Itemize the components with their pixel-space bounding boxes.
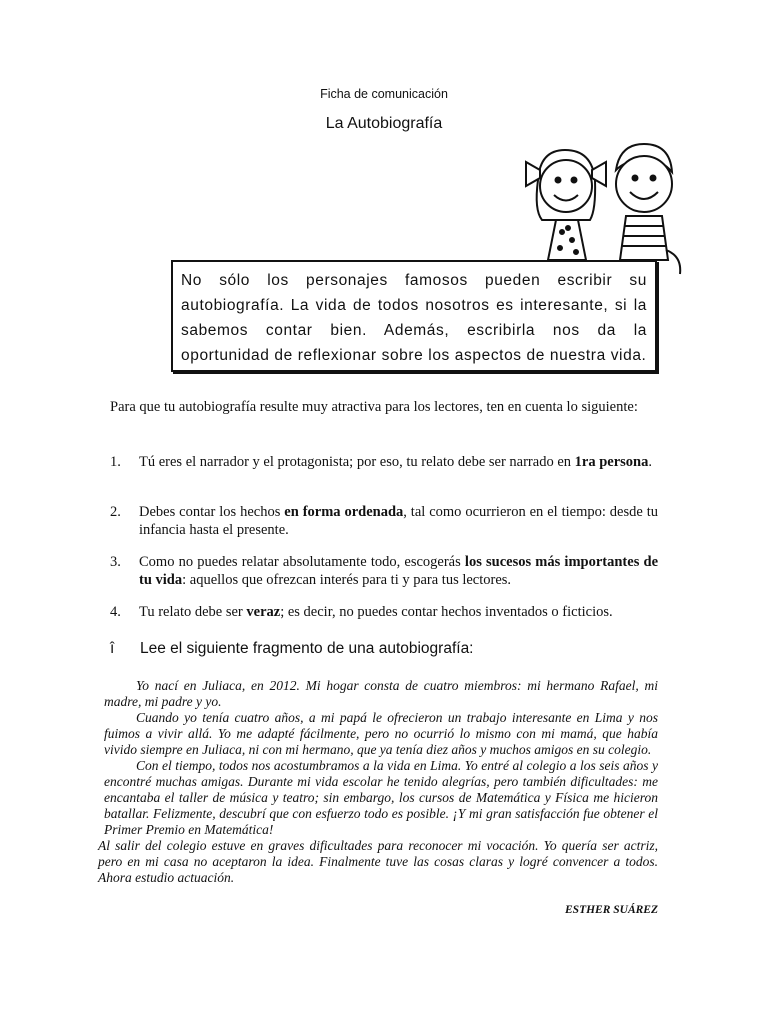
list-item-2: [110, 503, 658, 539]
list-text-end: : aquellos que ofrezcan interés para ti y para tus lectores.: [182, 572, 512, 588]
fragment-paragraph-3: Con el tiempo, todos nos acostumbramos a la vida en Lima. Yo entré al colegio a los seis años y encontré muchas amigas. Durante mi vida escolar he tenido alegrías, pero también dificultades: me encantaba el taller de música y teatro; sin embargo, los cursos de Matemática y Física me hicieron batallar. Felizmente, descubrí que con esfuerzo todo es posible. ¡Y mi gran satisfacción fue obtener el Primer Premio en Matemática!: [104, 758, 658, 837]
list-text: Tú eres el narrador y el protagonista; por eso, tu relato debe ser narrado en: [139, 454, 575, 470]
list-item-4: [110, 603, 658, 621]
list-number: 1.: [110, 454, 121, 470]
reading-heading: [110, 640, 658, 658]
list-number: 3.: [110, 554, 121, 570]
intro-callout-box: [171, 260, 657, 372]
list-text: Debes contar los hechos: [139, 504, 285, 520]
list-emphasis: veraz: [246, 604, 281, 620]
list-text-end: , tal como ocurrieron en el tiempo: desde tu infancia hasta el presente.: [139, 504, 658, 538]
bullet-icon: î: [110, 640, 115, 657]
list-emphasis: 1ra persona: [574, 454, 649, 470]
intro-text: No sólo los personajes famosos pueden escribir su autobiografía. La vida de todos nosotros es interesante, si la sabemos contar bien. Además, escribirla nos da la oportunidad de reflexionar sobre los aspectos de nuestra vida.: [181, 272, 647, 364]
list-item-3: [110, 553, 658, 589]
list-item-1: [110, 453, 658, 471]
fragment-author: ESTHER SUÁREZ: [565, 904, 658, 916]
page-title: La Autobiografía: [325, 115, 443, 132]
autobiography-fragment: [98, 678, 658, 886]
list-number: 2.: [110, 504, 121, 520]
fragment-paragraph-1: Yo nací en Juliaca, en 2012. Mi hogar consta de cuatro miembros: mi hermano Rafael, mi madre, mi padre y yo.: [104, 678, 658, 709]
list-text: Tu relato debe ser: [139, 604, 247, 620]
list-number: 4.: [110, 604, 121, 620]
list-emphasis: los sucesos más importantes de tu vida: [139, 554, 659, 588]
worksheet-subtitle: Ficha de comunicación: [320, 87, 448, 101]
list-text-end: ; es decir, no puedes contar hechos inventados o ficticios.: [280, 604, 613, 620]
fragment-paragraph-4: Al salir del colegio estuve en graves dificultades para reconocer mi vocación. Yo quería ser actriz, pero en mi casa no aceptaron la idea. Finalmente tuve las cosas claras y logré convencer a todos. Ahora estudio actuación.: [98, 838, 658, 885]
list-text: Como no puedes relatar absolutamente todo, escogerás: [139, 554, 465, 570]
list-text-end: .: [648, 454, 652, 470]
reading-heading-text: Lee el siguiente fragmento de una autobiografía:: [140, 640, 474, 657]
fragment-paragraph-2: Cuando yo tenía cuatro años, a mi papá le ofrecieron un trabajo interesante en Lima y nos fuimos a vivir allá. Yo me adapté fácilmente, pero no ocurrió lo mismo con mi mamá, que había vivido siempre en Juliaca, ni con mi hermano, que ya tenía diez años y muchos amigos en su colegio.: [104, 710, 658, 757]
list-emphasis: en forma ordenada: [284, 504, 404, 520]
lead-paragraph: Para que tu autobiografía resulte muy atractiva para los lectores, ten en cuenta lo siguiente:: [110, 399, 638, 415]
